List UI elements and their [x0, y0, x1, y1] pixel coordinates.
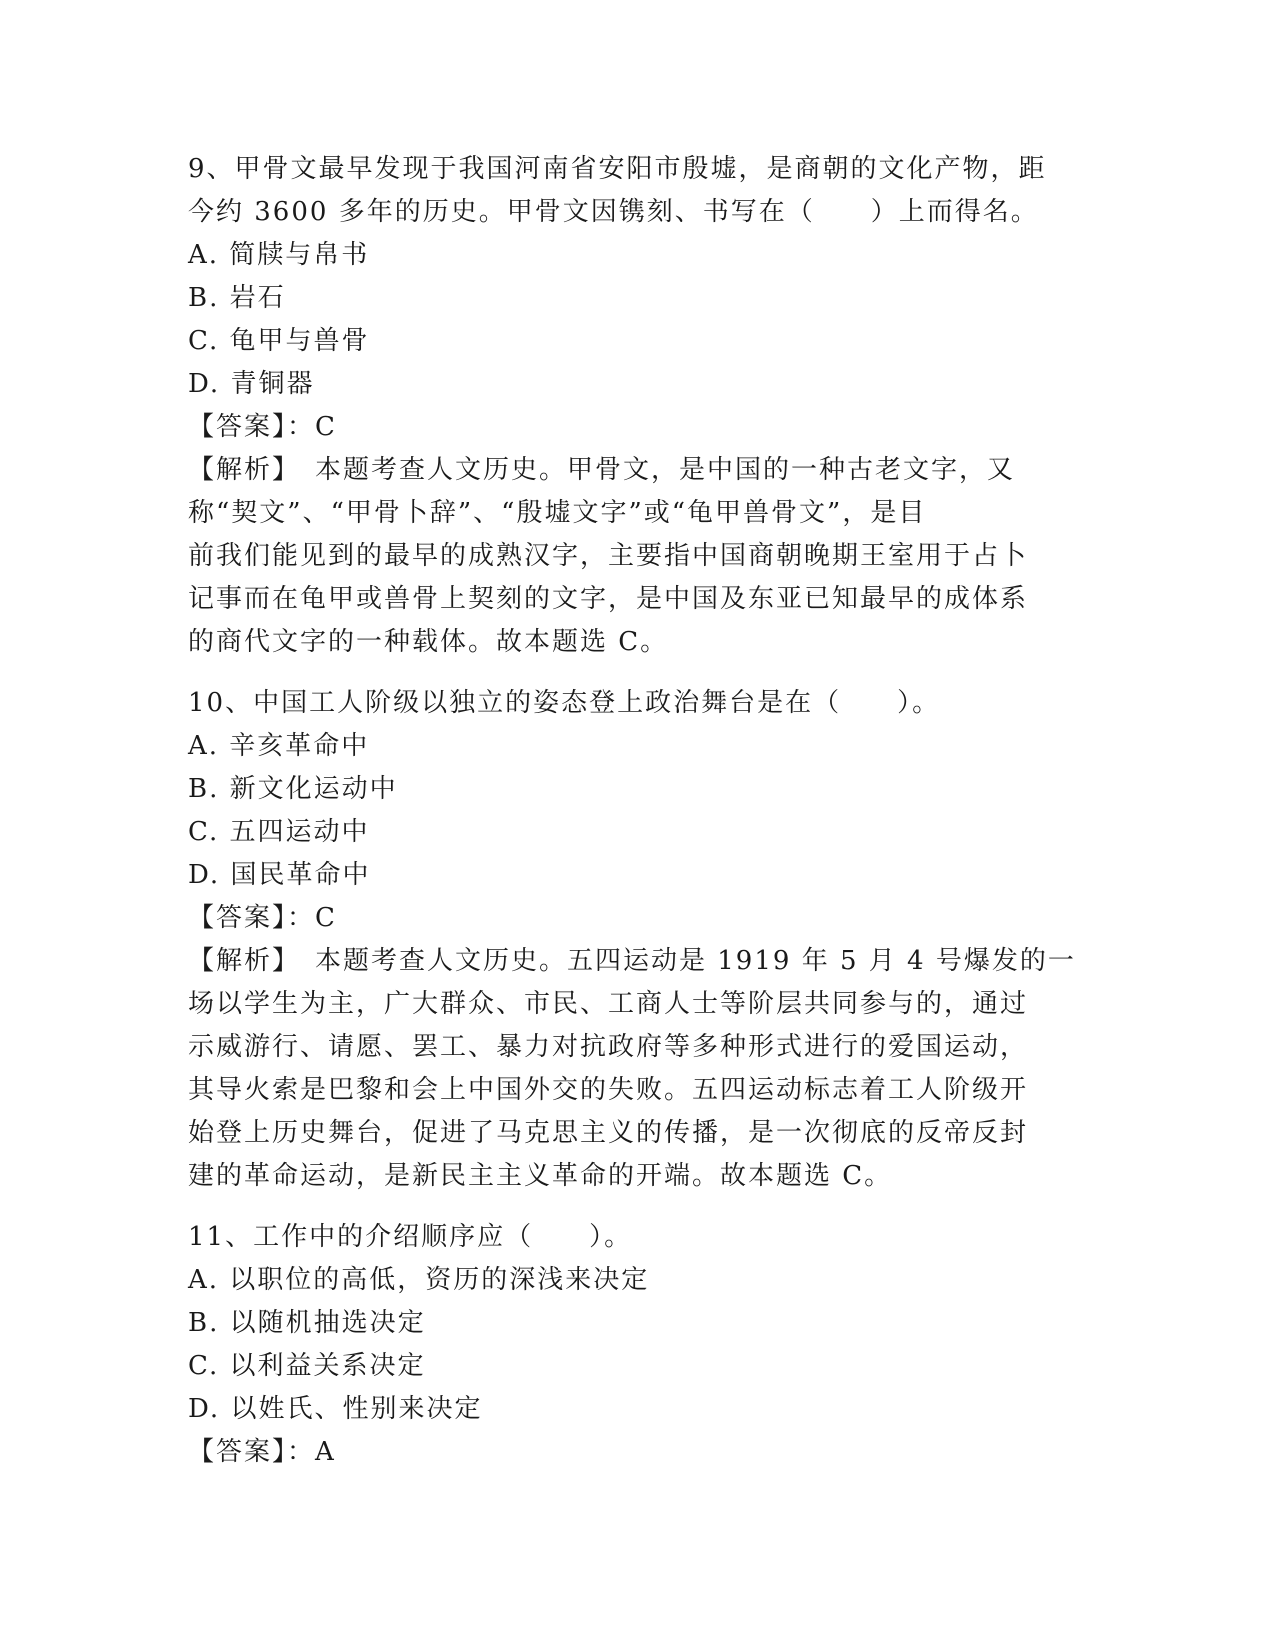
option-c: C. 龟甲与兽骨: [188, 326, 370, 356]
option-b: B. 以随机抽选决定: [188, 1308, 426, 1338]
option-c: C. 以利益关系决定: [188, 1351, 426, 1381]
answer: 【答案】：C: [188, 412, 337, 442]
option-a: A. 辛亥革命中: [188, 731, 370, 761]
analysis-line: 场以学生为主，广大群众、市民、工商人士等阶层共同参与的，通过: [188, 989, 1029, 1019]
analysis: [188, 940, 1088, 1198]
analysis-line: 记事而在龟甲或兽骨上契刻的文字，是中国及东亚已知最早的成体系: [188, 584, 1029, 614]
question-stem: 今约 3600 多年的历史。甲骨文因镌刻、书写在（ ）上而得名。: [188, 197, 1039, 227]
analysis-line: 建的革命运动，是新民主主义革命的开端。故本题选 C。: [188, 1161, 893, 1191]
question-9: [188, 148, 1088, 664]
option-a: A. 简牍与帛书: [188, 240, 370, 270]
option-d: D. 以姓氏、性别来决定: [188, 1394, 483, 1424]
answer: 【答案】：A: [188, 1437, 336, 1467]
document-page: [188, 148, 1088, 1474]
option-d: D. 国民革命中: [188, 860, 371, 890]
analysis: [188, 449, 1088, 664]
option-b: B. 岩石: [188, 283, 286, 313]
spacer: [188, 1198, 1088, 1216]
analysis-line: 始登上历史舞台，促进了马克思主义的传播，是一次彻底的反帝反封: [188, 1118, 1029, 1148]
question-stem: 11、工作中的介绍顺序应（ ）。: [188, 1222, 633, 1252]
question-stem: 10、中国工人阶级以独立的姿态登上政治舞台是在（ ）。: [188, 688, 941, 718]
analysis-line: 其导火索是巴黎和会上中国外交的失败。五四运动标志着工人阶级开: [188, 1075, 1029, 1105]
analysis-line: 前我们能见到的最早的成熟汉字，主要指中国商朝晚期王室用于占卜: [188, 541, 1029, 571]
question-stem: 9、甲骨文最早发现于我国河南省安阳市殷墟，是商朝的文化产物，距: [188, 154, 1047, 184]
question-10: [188, 682, 1088, 1198]
question-11: [188, 1216, 1088, 1474]
spacer: [188, 664, 1088, 682]
option-a: A. 以职位的高低，资历的深浅来决定: [188, 1265, 650, 1295]
answer: 【答案】：C: [188, 903, 337, 933]
option-d: D. 青铜器: [188, 369, 315, 399]
analysis-line: 示威游行、请愿、罢工、暴力对抗政府等多种形式进行的爱国运动，: [188, 1032, 1029, 1062]
option-c: C. 五四运动中: [188, 817, 370, 847]
option-b: B. 新文化运动中: [188, 774, 398, 804]
analysis-line: 【解析】 本题考查人文历史。五四运动是 1919 年 5 月 4 号爆发的一: [188, 946, 1076, 976]
analysis-line: 的商代文字的一种载体。故本题选 C。: [188, 627, 669, 657]
analysis-line: 【解析】 本题考查人文历史。甲骨文，是中国的一种古老文字，又: [188, 455, 1016, 485]
analysis-line: 称“契文”、“甲骨卜辞”、“殷墟文字”或“龟甲兽骨文”，是目: [188, 498, 927, 528]
